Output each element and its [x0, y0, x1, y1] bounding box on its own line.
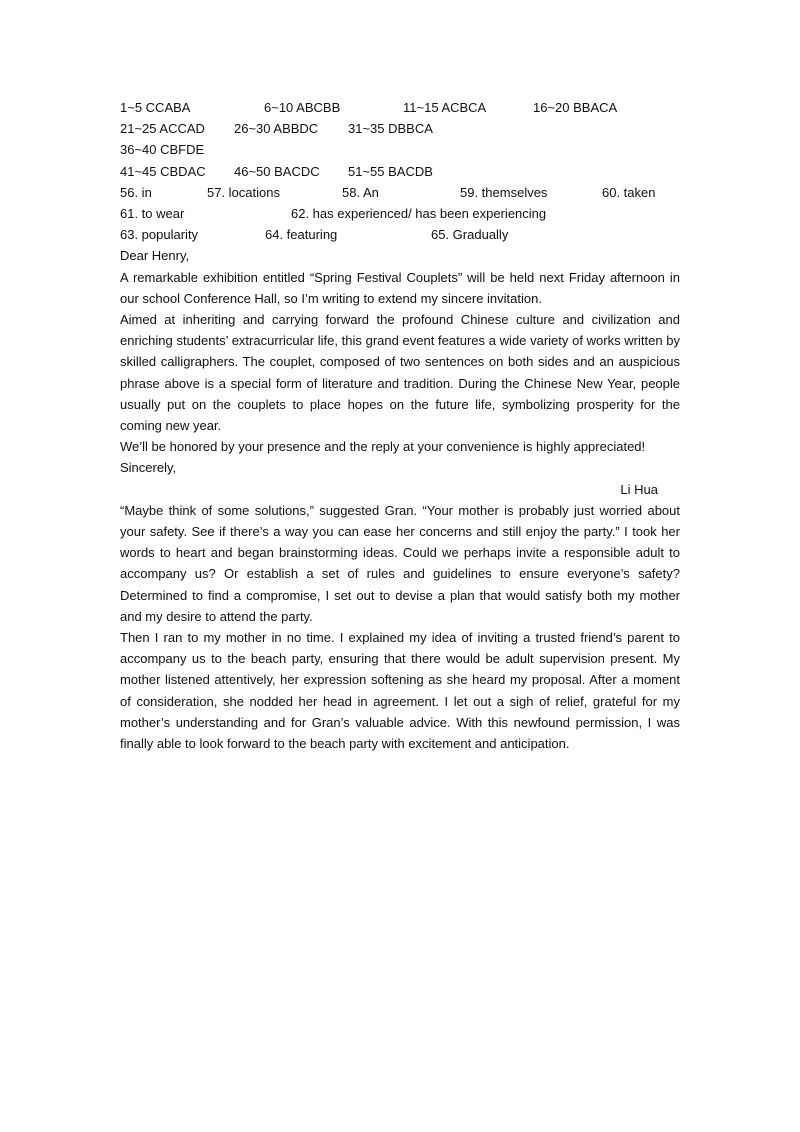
fill-answer: 56. in — [120, 184, 152, 200]
fill-answer: 58. An — [342, 184, 379, 200]
answer-group: 16~20 BBACA — [533, 100, 618, 115]
fill-answer: 60. taken — [602, 184, 656, 200]
letter-paragraph-2: Aimed at inheriting and carrying forward the profound Chinese culture and civilization and enriching students’ extracurricular life, this grand event features a wide variety of works written by skilled calligraphers. The couplet, composed of two sentences on both sides and an auspicious phrase above is a special form of literature and tradition. During the Chinese New Year, people usually put on the couplets to place hopes on the future life, symbolizing prosperity for the coming new year. — [120, 311, 680, 433]
answer-group: 51~55 BACDB — [348, 163, 433, 179]
fill-row-56-60 — [120, 182, 680, 203]
fill-row-61-62 — [120, 203, 680, 224]
letter-paragraph-1: A remarkable exhibition entitled “Spring Festival Couplets” will be held next Friday afternoon in our school Conference Hall, so I’m writing to extend my sincere invitation. — [120, 269, 680, 306]
answer-group: 31~35 DBBCA — [348, 121, 433, 137]
answer-document — [120, 97, 680, 754]
answer-group: 41~45 CBDAC — [120, 163, 206, 179]
fill-answer: 61. to wear — [120, 205, 185, 221]
answer-row-36-40 — [120, 139, 680, 160]
answer-group: 26~30 ABBDC — [234, 121, 319, 137]
answer-group: 21~25 ACCAD — [120, 121, 205, 137]
fill-answer: 64. featuring — [265, 227, 338, 243]
fill-answer: 62. has experienced/ has been experiencing — [291, 205, 547, 221]
answer-row-1-20 — [120, 97, 680, 118]
fill-answer: 59. themselves — [460, 184, 548, 200]
fill-answer: 63. popularity — [120, 227, 199, 243]
letter-closing: Sincerely, — [120, 460, 177, 476]
letter-signature: Li Hua — [620, 481, 658, 497]
fill-answer: 65. Gradually — [431, 227, 509, 243]
answer-row-41-55 — [120, 161, 680, 182]
story-paragraph-1: “Maybe think of some solutions,” suggested Gran. “Your mother is probably just worried about your safety. See if there’s a way you can ease her concerns and still enjoy the party.” I took her words to heart and began brainstorming ideas. Could we perhaps invite a responsible adult to accompany us? Or establish a set of rules and guidelines to ensure everyone’s safety? Determined to find a compromise, I set out to devise a plan that would satisfy both my mother and my desire to attend the party. — [120, 502, 680, 624]
answer-group: 46~50 BACDC — [234, 163, 320, 179]
answer-row-21-35 — [120, 118, 680, 139]
fill-row-63-65 — [120, 224, 680, 245]
letter-paragraph-3: We’ll be honored by your presence and the reply at your convenience is highly appreciated! — [120, 439, 646, 455]
answer-group: 36~40 CBFDE — [120, 142, 205, 158]
letter-greeting: Dear Henry, — [120, 248, 190, 264]
answer-group: 11~15 ACBCA — [403, 100, 487, 115]
story-paragraph-2: Then I ran to my mother in no time. I explained my idea of inviting a trusted friend’s parent to accompany us to the beach party, ensuring that there would be adult supervision present. My mother listened attentively, her expression softening as she heard my proposal. After a moment of consideration, she nodded her head in agreement. I let out a sigh of relief, grateful for my mother’s understanding and for Gran’s valuable advice. With this newfound permission, I was finally able to look forward to the beach party with excitement and anticipation. — [120, 629, 680, 751]
answer-group: 6~10 ABCBB — [264, 100, 341, 115]
fill-answer: 57. locations — [207, 184, 280, 200]
answer-group: 1~5 CCABA — [120, 100, 191, 115]
